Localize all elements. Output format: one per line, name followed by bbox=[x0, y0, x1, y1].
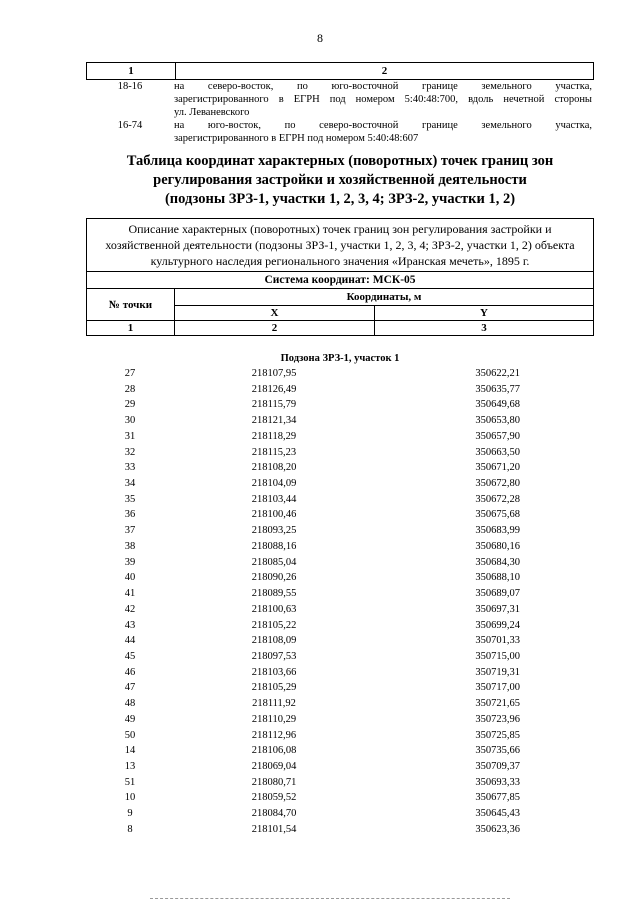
coordinate-row bbox=[86, 570, 594, 586]
coordinate-row bbox=[86, 712, 594, 728]
coordinate-row bbox=[86, 633, 594, 649]
coordinate-row bbox=[86, 790, 594, 806]
coordinate-row bbox=[86, 602, 594, 618]
route-description bbox=[174, 119, 594, 145]
y-coordinate: 350672,80 bbox=[475, 478, 520, 490]
column-number-2: 2 bbox=[175, 321, 375, 336]
y-coordinate: 350645,43 bbox=[475, 808, 520, 820]
y-coordinate: 350684,30 bbox=[475, 556, 520, 568]
point-number-header: № точки bbox=[87, 289, 175, 321]
point-number: 46 bbox=[124, 666, 136, 678]
route-line: на юго-восток, по северо-восточной границе земельного участка, bbox=[174, 120, 592, 131]
point-number: 49 bbox=[124, 713, 136, 725]
x-coordinate: 218126,49 bbox=[251, 383, 297, 395]
y-coordinate: 350680,16 bbox=[475, 540, 520, 552]
route-table-header bbox=[86, 62, 594, 80]
column-number-1: 1 bbox=[87, 321, 175, 336]
point-number: 8 bbox=[127, 823, 133, 835]
coordinate-row bbox=[86, 696, 594, 712]
coordinate-row bbox=[86, 665, 594, 681]
x-coordinate: 218100,63 bbox=[251, 603, 297, 615]
point-number: 51 bbox=[124, 776, 136, 788]
point-number: 42 bbox=[124, 603, 136, 615]
x-coordinate: 218118,29 bbox=[251, 430, 297, 442]
y-header: Y bbox=[375, 306, 594, 321]
coordinate-row bbox=[86, 822, 594, 838]
y-coordinate: 350723,96 bbox=[475, 713, 520, 725]
point-number: 36 bbox=[124, 509, 136, 521]
title-line: Таблица координат характерных (поворотных) точек границ зон bbox=[126, 153, 554, 169]
x-coordinate: 218108,20 bbox=[251, 462, 297, 474]
y-coordinate: 350622,21 bbox=[475, 368, 520, 379]
route-line: зарегистрированного в ЕГРН под номером 5:40:48:607 bbox=[174, 133, 419, 144]
point-number: 35 bbox=[124, 493, 136, 505]
coordinate-row bbox=[86, 523, 594, 539]
x-coordinate: 218115,79 bbox=[251, 399, 297, 411]
coordinates-table bbox=[86, 218, 594, 336]
title-line: регулирования застройки и хозяйственной деятельности bbox=[153, 172, 527, 188]
y-coordinate: 350688,10 bbox=[475, 572, 520, 584]
route-line: ул. Леваневского bbox=[174, 107, 250, 118]
route-row bbox=[86, 80, 594, 119]
coordinate-row bbox=[86, 743, 594, 759]
page-number: 8 bbox=[317, 31, 323, 45]
route-point: 18-16 bbox=[117, 81, 143, 92]
point-number: 50 bbox=[124, 729, 136, 741]
coordinate-row bbox=[86, 397, 594, 413]
y-coordinate: 350715,00 bbox=[475, 650, 520, 662]
x-coordinate: 218100,46 bbox=[251, 509, 297, 521]
x-coordinate: 218110,29 bbox=[251, 713, 297, 725]
x-coordinate: 218069,04 bbox=[251, 760, 297, 772]
y-coordinate: 350689,07 bbox=[475, 588, 520, 600]
point-number: 47 bbox=[124, 682, 136, 694]
point-number: 41 bbox=[124, 588, 136, 600]
y-coordinate: 350675,68 bbox=[475, 509, 520, 521]
y-coordinate: 350725,85 bbox=[475, 729, 520, 741]
coordinate-row bbox=[86, 413, 594, 429]
x-coordinate: 218115,23 bbox=[251, 446, 297, 458]
point-number: 34 bbox=[124, 478, 136, 490]
point-number: 10 bbox=[124, 792, 136, 804]
y-coordinate: 350721,65 bbox=[475, 698, 520, 710]
y-coordinate: 350735,66 bbox=[475, 745, 520, 757]
y-coordinate: 350719,31 bbox=[475, 666, 520, 678]
coordinate-row bbox=[86, 728, 594, 744]
header-col-2: 2 bbox=[381, 65, 388, 77]
y-coordinate: 350693,33 bbox=[475, 776, 520, 788]
point-number: 9 bbox=[127, 808, 133, 820]
coordinate-row bbox=[86, 445, 594, 461]
x-coordinate: 218105,29 bbox=[251, 682, 297, 694]
point-number: 44 bbox=[124, 635, 136, 647]
y-coordinate: 350671,20 bbox=[475, 462, 520, 474]
x-coordinate: 218093,25 bbox=[251, 525, 297, 537]
subzone-title: Подзона ЗРЗ-1, участок 1 bbox=[280, 353, 400, 364]
point-number: 29 bbox=[124, 399, 136, 411]
route-line: зарегистрированного в ЕГРН под номером 5:40:48:700, вдоль нечетной стороны bbox=[174, 94, 592, 105]
point-number: 45 bbox=[124, 650, 136, 662]
x-coordinate: 218059,52 bbox=[251, 792, 297, 804]
x-coordinate: 218105,22 bbox=[251, 619, 297, 631]
y-coordinate: 350672,28 bbox=[475, 493, 520, 505]
point-number: 13 bbox=[124, 760, 136, 772]
y-coordinate: 350649,68 bbox=[475, 399, 520, 411]
table-title bbox=[86, 152, 594, 209]
y-coordinate: 350709,37 bbox=[475, 760, 520, 772]
y-coordinate: 350701,33 bbox=[475, 635, 520, 647]
point-number: 43 bbox=[124, 619, 136, 631]
coordinate-row bbox=[86, 806, 594, 822]
y-coordinate: 350653,80 bbox=[475, 415, 520, 427]
point-number: 37 bbox=[124, 525, 136, 537]
x-coordinate: 218112,96 bbox=[251, 729, 297, 741]
coordinate-row bbox=[86, 555, 594, 571]
coordinate-row bbox=[86, 618, 594, 634]
y-coordinate: 350677,85 bbox=[475, 792, 520, 804]
x-coordinate: 218108,09 bbox=[251, 635, 297, 647]
x-coordinate: 218088,16 bbox=[251, 540, 297, 552]
coordinate-row bbox=[86, 759, 594, 775]
point-number: 28 bbox=[124, 383, 136, 395]
x-coordinate: 218101,54 bbox=[251, 823, 297, 835]
title-line: (подзоны ЗРЗ-1, участки 1, 2, 3, 4; ЗРЗ-2, участки 1, 2) bbox=[164, 191, 516, 207]
coordinate-row bbox=[86, 775, 594, 791]
coordinate-row bbox=[86, 539, 594, 555]
point-number: 27 bbox=[124, 368, 136, 379]
x-coordinate: 218104,09 bbox=[251, 478, 297, 490]
y-coordinate: 350623,36 bbox=[475, 823, 520, 835]
coordinate-row bbox=[86, 492, 594, 508]
coordinate-row bbox=[86, 366, 594, 382]
route-description-table bbox=[86, 62, 594, 145]
point-number: 38 bbox=[124, 540, 136, 552]
x-coordinate: 218107,95 bbox=[251, 368, 297, 379]
x-coordinate: 218106,08 bbox=[251, 745, 297, 757]
coordinate-row bbox=[86, 507, 594, 523]
point-number: 32 bbox=[124, 446, 136, 458]
x-coordinate: 218103,66 bbox=[251, 666, 297, 678]
coordinate-row bbox=[86, 680, 594, 696]
x-coordinate: 218090,26 bbox=[251, 572, 297, 584]
column-number-3: 3 bbox=[375, 321, 594, 336]
point-number: 40 bbox=[124, 572, 136, 584]
bottom-divider bbox=[150, 898, 510, 899]
coordinate-row bbox=[86, 460, 594, 476]
point-number: 33 bbox=[124, 462, 136, 474]
point-number: 48 bbox=[124, 698, 136, 710]
y-coordinate: 350697,31 bbox=[475, 603, 520, 615]
header-col-1: 1 bbox=[87, 63, 176, 79]
point-number: 39 bbox=[124, 556, 136, 568]
x-coordinate: 218089,55 bbox=[251, 588, 297, 600]
coordinate-row bbox=[86, 586, 594, 602]
coordinate-row bbox=[86, 382, 594, 398]
route-row bbox=[86, 119, 594, 145]
x-coordinate: 218080,71 bbox=[251, 776, 297, 788]
y-coordinate: 350699,24 bbox=[475, 619, 520, 631]
coordinates-header: Координаты, м bbox=[175, 289, 594, 306]
x-coordinate: 218111,92 bbox=[252, 698, 296, 710]
route-description bbox=[174, 80, 594, 119]
coordinate-system: Система координат: МСК-05 bbox=[87, 272, 594, 289]
y-coordinate: 350657,90 bbox=[475, 430, 520, 442]
x-coordinate: 218097,53 bbox=[251, 650, 297, 662]
x-coordinate: 218103,44 bbox=[251, 493, 297, 505]
route-line: на северо-восток, по юго-восточной границе земельного участка, bbox=[174, 81, 592, 92]
x-coordinate: 218084,70 bbox=[251, 808, 297, 820]
table-description: Описание характерных (поворотных) точек границ зон регулирования застройки и хозяйственной деятельности (подзоны ЗРЗ-1, участки 1, 2, 3, 4; ЗРЗ-2, участки 1, 2) объекта культурного наследия регионального значения «Иранская мечеть», 1895 г. bbox=[87, 219, 594, 272]
y-coordinate: 350717,00 bbox=[475, 682, 520, 694]
y-coordinate: 350683,99 bbox=[475, 525, 520, 537]
point-number: 30 bbox=[124, 415, 136, 427]
x-header: X bbox=[175, 306, 375, 321]
point-number: 31 bbox=[124, 430, 136, 442]
y-coordinate: 350635,77 bbox=[475, 383, 520, 395]
coordinate-row bbox=[86, 429, 594, 445]
coordinate-row bbox=[86, 649, 594, 665]
x-coordinate: 218121,34 bbox=[251, 415, 297, 427]
coordinate-row bbox=[86, 476, 594, 492]
y-coordinate: 350663,50 bbox=[475, 446, 520, 458]
coordinate-rows bbox=[86, 366, 594, 838]
x-coordinate: 218085,04 bbox=[251, 556, 297, 568]
route-point: 16-74 bbox=[117, 120, 143, 131]
point-number: 14 bbox=[124, 745, 136, 757]
